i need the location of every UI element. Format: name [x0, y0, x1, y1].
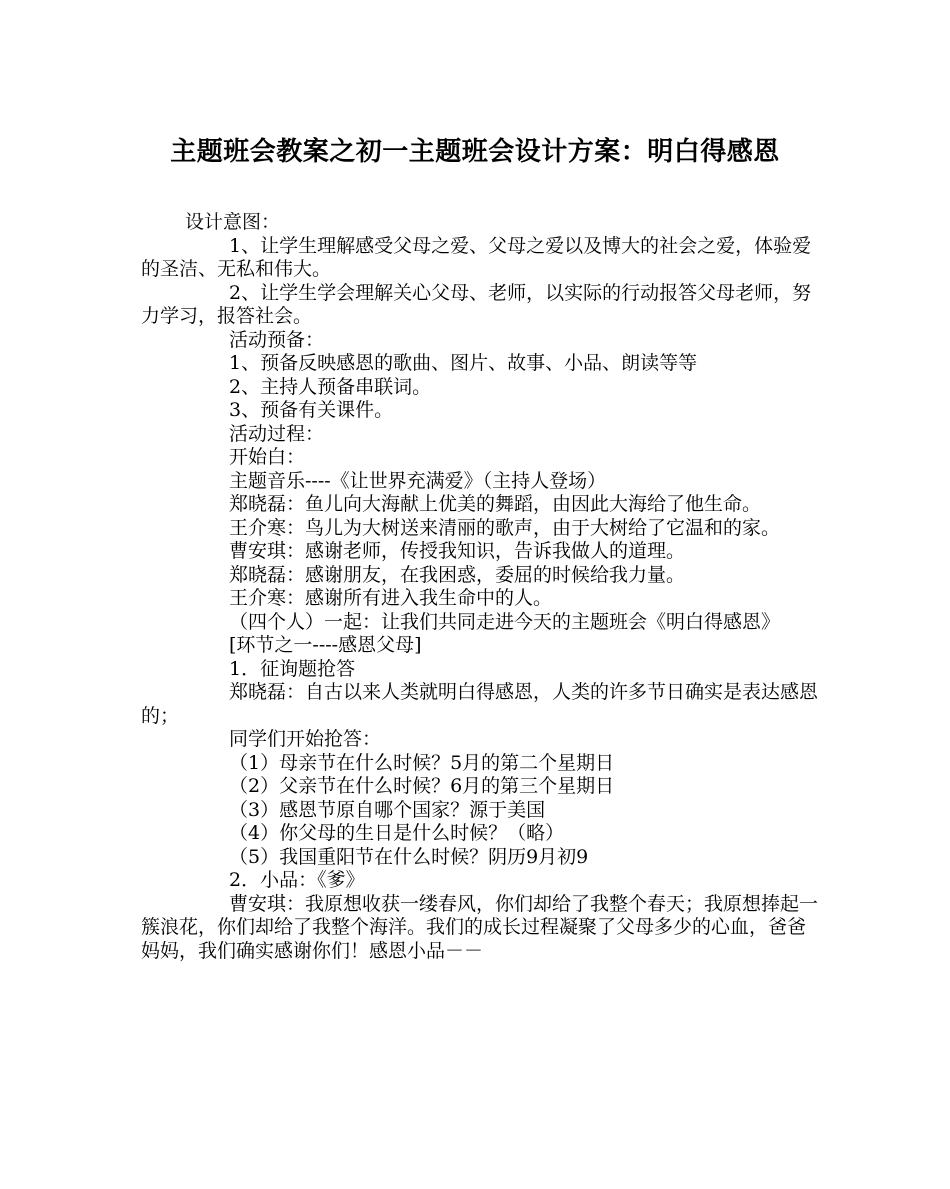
paragraph: 王介寒：感谢所有进入我生命中的人。	[229, 587, 553, 609]
paragraph: 王介寒：鸟儿为大树送来清丽的歌声，由于大树给了它温和的家。	[229, 516, 781, 539]
paragraph: 1．征询题抢答	[229, 657, 356, 680]
paragraph: 3、预备有关课件。	[229, 399, 394, 421]
paragraph: 活动预备：	[229, 328, 325, 351]
paragraph: 2、让学生学会理解关心父母、老师，以实际的行动报答父母老师，努力学习，报答社会。	[141, 281, 812, 327]
paragraph: 1、让学生理解感受父母之爱、父母之爱以及博大的社会之爱，体验爱的圣洁、无私和伟大。	[141, 234, 812, 280]
paragraph: 郑晓磊：自古以来人类就明白得感恩，人类的许多节日确实是表达感恩的；	[141, 681, 819, 727]
paragraph: （4）你父母的生日是什么时候？（略）	[229, 822, 565, 844]
paragraph: 主题音乐----《让世界充满爱》（主持人登场）	[229, 469, 607, 492]
paragraph: 设计意图：	[185, 211, 281, 233]
paragraph: （3）感恩节原自哪个国家？源于美国	[229, 798, 546, 821]
paragraph: 曹安琪：感谢老师，传授我知识，告诉我做人的道理。	[229, 540, 686, 562]
paragraph: 活动过程：	[229, 422, 325, 445]
paragraph: 同学们开始抢答：	[229, 728, 382, 750]
paragraph: 郑晓磊：鱼儿向大海献上优美的舞蹈，由因此大海给了他生命。	[229, 493, 762, 515]
paragraph: 开始白：	[229, 446, 306, 468]
paragraph: 2．小品：《爹》	[229, 869, 365, 891]
paragraph: （1）母亲节在什么时候？5月的第二个星期日	[229, 751, 615, 774]
document-body	[141, 211, 821, 963]
paragraph: 曹安琪：我原想收获一缕春风，你们却给了我整个春天；我原想捧起一簇浪花，你们却给了我整个海洋。我们的成长过程凝聚了父母多少的心血，爸爸妈妈，我们确实感谢你们！感恩小品－－	[141, 892, 819, 962]
paragraph: 1、预备反映感恩的歌曲、图片、故事、小品、朗读等等	[229, 352, 698, 374]
document-title: 主题班会教案之初一主题班会设计方案：明白得感恩	[170, 137, 780, 167]
paragraph: 郑晓磊：感谢朋友，在我困惑，委屈的时候给我力量。	[229, 563, 686, 586]
paragraph: （四个人）一起：让我们共同走进今天的主题班会《明白得感恩》	[229, 610, 781, 633]
paragraph: 2、主持人预备串联词。	[229, 375, 432, 398]
paragraph: （2）父亲节在什么时候？6月的第三个星期日	[229, 775, 615, 797]
paragraph: [环节之一----感恩父母]	[229, 634, 422, 656]
paragraph: （5）我国重阳节在什么时候？阴历9月初9	[229, 845, 589, 868]
